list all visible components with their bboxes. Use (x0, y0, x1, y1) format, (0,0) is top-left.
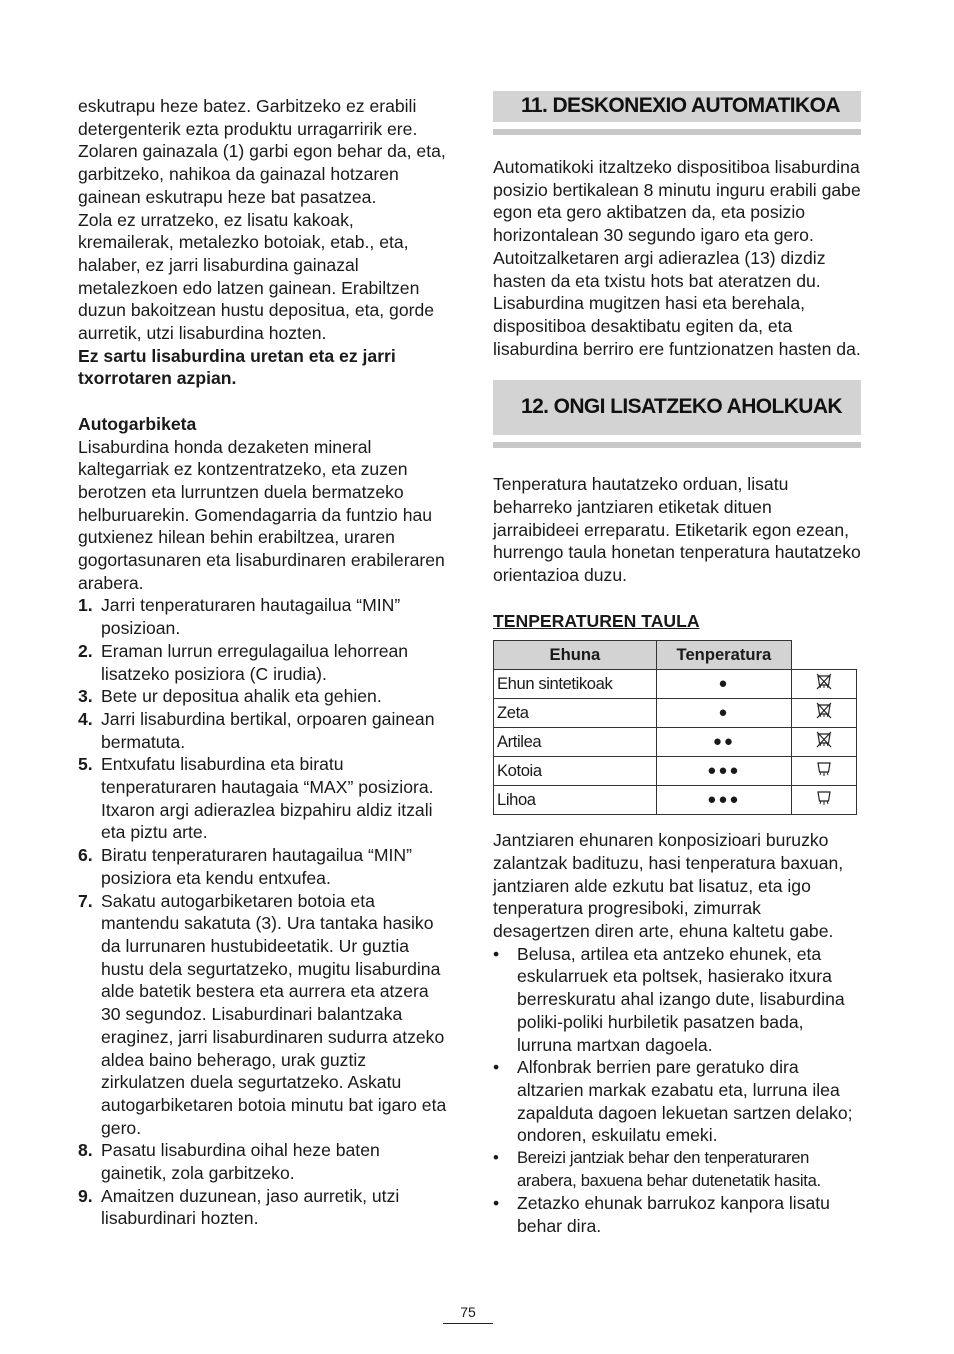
tips-list (493, 943, 861, 1238)
fabric-doubt-text: Jantziaren ehunaren konposizioari buruzko zalantzak badituzu, hasi tenperatura baxuan, jantziaren alde ezkutu bat lisatuz, eta igo tenperatura progresiboki, zimurrak desagertzen diren arte, ehuna kaltetu gabe. (493, 830, 844, 942)
step-item: 7. Sakatu autogarbiketaren botoia eta mantendu sakatuta (3). Ura tantaka hasiko da lurrunaren hustubideetatik. Ur guztia hustu dela segurtatzeko, mugitu lisaburdina alde batetik bestera eta aurrera eta atzera 30 segundoz. Lisaburdinari balantzaka eraginez, jarri lisaburdinaren sudurra atzeko aldea baino beherago, urak guztiz zirkulatzen duela segurtatzeko. Askatu autogarbiketaren botoia minutu bat igaro eta gero. (78, 890, 447, 1138)
auto-off-text: Automatikoki itzaltzeko dispositiboa lisaburdina posizio bertikalean 8 minutu inguru erabili gabe egon eta gero aktibatzen da, eta posizio horizontalean 30 segundo igaro eta gero. Autoitzalketaren argi adierazlea (13) dizdiz hasten da eta txistu hots bat ateratzen du. Lisaburdina mugitzen hasi eta berehala, dispositiboa desaktibatu egiten da, eta lisaburdina berriro ere funtzionatzen hasten da. (493, 157, 861, 359)
section-12-heading: 12. ONGI LISATZEKO AHOLKUAK (493, 380, 861, 435)
temperature-dots: ● (656, 699, 791, 728)
temperature-table (493, 640, 857, 815)
temperature-table-title: TENPERATUREN TAULA (493, 610, 700, 631)
right-column (493, 91, 861, 1238)
list-item: • Belusa, artilea eta antzeko ehunek, eta eskularruek eta poltsek, hasierako itxura berreskuratu ahal izango dute, lisaburdina poliki-poliki hurbiletik pasatzen bada, lurruna martxan dagoela. (493, 943, 845, 1055)
step-item: 3. Bete ur depositua ahalik eta gehien. (78, 686, 382, 707)
steam-icon (816, 759, 832, 777)
temperature-dots: ●●● (656, 786, 791, 815)
self-clean-intro: Lisaburdina honda dezaketen mineral kaltegarriak ez kontzentratzeko, eta zuzen berotzen eta lurruntzen duela bermatzeko helburuarekin. Gomendagarria da funtzio hau gutxienez hilean behin erabiltzea, uraren gogortasunaren eta lisaburdinaren erabileraren arabera. (78, 436, 445, 593)
intro-text: eskutrapu heze batez. Garbitzeko ez erabili detergenterik ezta produktu urragarririk ere. (78, 96, 418, 139)
no-steam-icon (816, 672, 832, 690)
step-item: 2. Eraman lurrun erregulagailua lehorrean lisatzeko posiziora (C irudia). (78, 640, 409, 684)
table-row (494, 699, 857, 728)
water-warning: Ez sartu lisaburdina uretan eta ez jarri txorrotaren azpian. (78, 345, 396, 389)
fabric-cell: Lihoa (494, 786, 657, 815)
step-item: 8. Pasatu lisaburdina oihal heze baten gainetik, zola garbitzeko. (78, 1140, 380, 1184)
step-item: 5. Entxufatu lisaburdina eta biratu tenperaturaren hautagaia “MAX” posiziora. Itxaron argi adierazlea bizpahiru aldiz itzali eta piztu arte. (78, 754, 434, 843)
table-row (494, 670, 857, 699)
fabric-cell: Artilea (494, 728, 657, 757)
fabric-cell: Kotoia (494, 757, 657, 786)
list-item: • Alfonbrak berrien pare geratuko dira altzarien markak ezabatu eta, lurruna ilea zapalduta dagoen lekuetan sartzen delako; ondoren, eskuilatu emeki. (493, 1057, 853, 1146)
section-11-heading: 11. DESKONEXIO AUTOMATIKOA (493, 91, 861, 122)
column-header-fabric: Ehuna (494, 641, 657, 670)
table-row (494, 728, 857, 757)
no-steam-icon (816, 730, 832, 748)
temperature-dots: ●●● (656, 757, 791, 786)
steam-icon (816, 788, 832, 806)
no-steam-icon (816, 701, 832, 719)
temperature-dots: ● (656, 670, 791, 699)
sole-cleaning-text: Zolaren gainazala (1) garbi egon behar da, eta, garbitzeko, nahikoa da gainazal hotzaren gainean eskutrapu heze bat pasatzea. (78, 141, 446, 207)
self-clean-steps (78, 594, 450, 1230)
step-item: 4. Jarri lisaburdina bertikal, orpoaren gainean bermatuta. (78, 708, 435, 752)
temperature-dots: ●● (656, 728, 791, 757)
self-clean-heading: Autogarbiketa (78, 413, 197, 434)
fabric-cell: Ehun sintetikoak (494, 670, 657, 699)
table-header-row (494, 641, 857, 670)
page-number: 75 (443, 1303, 493, 1324)
fabric-cell: Zeta (494, 699, 657, 728)
left-column (78, 95, 450, 1230)
list-item: • Bereizi jantziak behar den tenperaturaren arabera, baxuena behar dutenetatik hasita. (493, 1148, 821, 1190)
column-header-temperature: Tenperatura (656, 641, 791, 670)
table-row (494, 786, 857, 815)
step-item: 9. Amaitzen duzunean, jaso aurretik, utzi lisaburdinari hozten. (78, 1185, 400, 1229)
table-row (494, 757, 857, 786)
step-item: 1. Jarri tenperaturaren hautagailua “MIN” posizioan. (78, 595, 401, 639)
scratch-warning-text: Zola ez urratzeko, ez lisatu kakoak, kremailerak, metalezko botoiak, etab., eta, halaber, ez jarri lisaburdina gainazal metalezkoen edo latzen gainean. Erabiltzen duzun bakoitzean hustu depositua, eta, gorde aurretik, utzi lisaburdina hozten. (78, 209, 435, 344)
ironing-tips-intro: Tenperatura hautatzeko orduan, lisatu beharreko jantziaren etiketak dituen jarraibideei erreparatu. Etiketarik egon ezean, hurrengo taula honetan tenperatura hautatzeko orientazioa duzu. (493, 474, 861, 586)
step-item: 6. Biratu tenperaturaren hautagailua “MIN” posiziora eta kendu entxufea. (78, 845, 412, 888)
list-item: • Zetazko ehunak barrukoz kanpora lisatu behar dira. (493, 1193, 830, 1237)
